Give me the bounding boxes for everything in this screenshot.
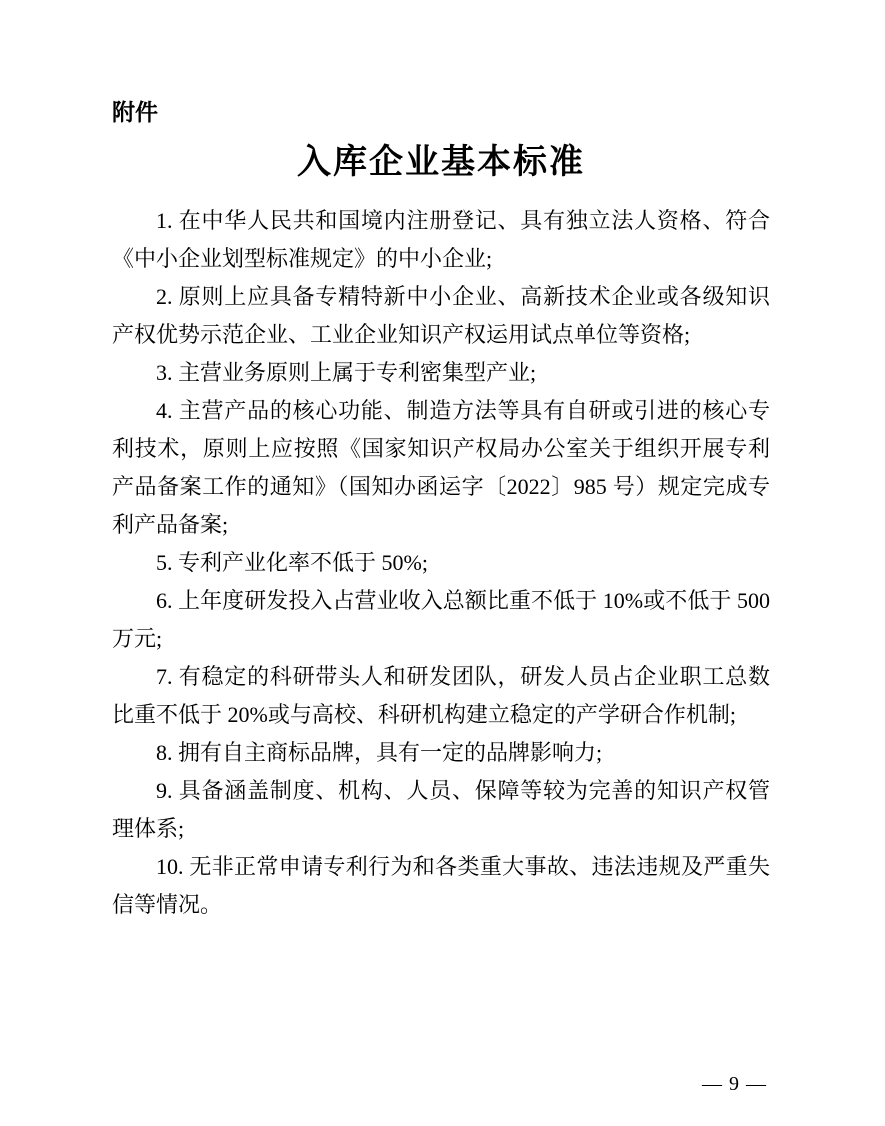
attachment-label: 附件 (112, 99, 158, 125)
list-item-8: 8. 拥有自主商标品牌，具有一定的品牌影响力; (156, 740, 603, 765)
list-item-3: 3. 主营业务原则上属于专利密集型产业; (156, 360, 537, 385)
list-item-10: 10. 无非正常申请专利行为和各类重大事故、违法违规及严重失信等情况。 (112, 854, 770, 917)
list-item-4: 4. 主营产品的核心功能、制造方法等具有自研或引进的核心专利技术，原则上应按照《国家知识产权局办公室关于组织开展专利产品备案工作的通知》（国知办函运字〔2022〕985 号）规定完成专利产品备案; (112, 398, 770, 537)
page-number: — 9 — (702, 1073, 767, 1095)
list-item-9: 9. 具备涵盖制度、机构、人员、保障等较为完善的知识产权管理体系; (112, 778, 770, 841)
list-item-1: 1. 在中华人民共和国境内注册登记、具有独立法人资格、符合《中小企业划型标准规定》的中小企业; (112, 208, 770, 271)
list-item-5: 5. 专利产业化率不低于 50%; (156, 550, 428, 575)
list-item-7: 7. 有稳定的科研带头人和研发团队，研发人员占企业职工总数比重不低于 20%或与高校、科研机构建立稳定的产学研合作机制; (112, 664, 770, 727)
list-item-2: 2. 原则上应具备专精特新中小企业、高新技术企业或各级知识产权优势示范企业、工业企业知识产权运用试点单位等资格; (112, 284, 770, 347)
list-item-6: 6. 上年度研发投入占营业收入总额比重不低于 10%或不低于 500 万元; (112, 588, 770, 651)
page-title: 入库企业基本标准 (297, 144, 585, 181)
document-body (112, 202, 770, 924)
